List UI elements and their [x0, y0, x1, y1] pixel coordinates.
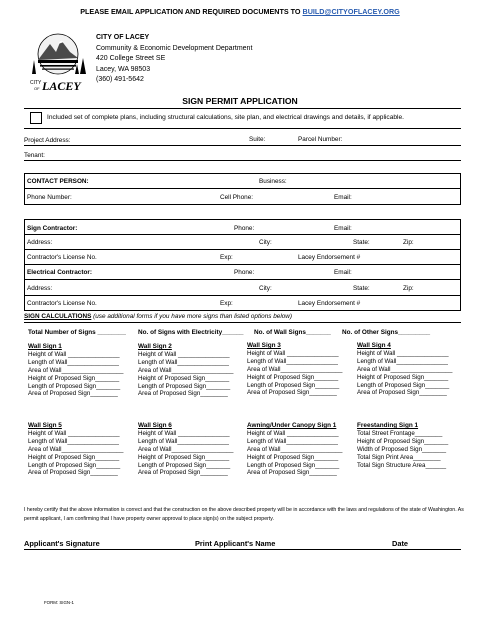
parcel-number-label: Parcel Number: — [298, 136, 343, 143]
plans-included-label: Included set of complete plans, including structural calculations, site plan, and electrical drawings and details, if applicable. — [47, 114, 404, 121]
sign-contractor-address-label: Address: — [27, 239, 53, 246]
notice-email-link[interactable]: BUILD@CITYOFLACEY.ORG — [302, 7, 400, 16]
org-name: CITY OF LACEY — [96, 34, 150, 41]
electrical-contractor-exp-label: Exp: — [220, 300, 233, 307]
electrical-contractor-address-label: Address: — [27, 285, 53, 292]
phone-number-label: Phone Number: — [27, 194, 72, 201]
sign-block-title: Wall Sign 2 — [138, 343, 172, 350]
electrical-contractor-city-label: City: — [259, 285, 272, 292]
sign-contractor-zip-label: Zip: — [403, 239, 414, 246]
sign-field[interactable]: Length of Proposed Sign_______ — [28, 461, 121, 469]
sign-calculations-title: SIGN CALCULATIONS — [24, 313, 92, 320]
sign-field[interactable]: Area of Proposed Sign________ — [138, 390, 228, 398]
sign-field[interactable]: Height of Proposed Sign_______ — [138, 453, 230, 461]
sign-field[interactable]: Height of Wall _______________ — [138, 350, 230, 358]
sign-field[interactable]: Length of Proposed Sign_______ — [357, 381, 450, 389]
sign-field[interactable]: Length of Wall_______________ — [357, 357, 448, 365]
sign-contractor-email-label: Email: — [334, 225, 352, 232]
organization-block — [96, 33, 252, 86]
sign-field[interactable]: Area of Wall__________________ — [357, 365, 453, 373]
sign-field[interactable]: Area of Proposed Sign________ — [138, 469, 228, 477]
signature-line[interactable] — [24, 549, 461, 550]
sign-block — [28, 343, 123, 398]
sign-field[interactable]: Length of Wall_______________ — [28, 358, 119, 366]
divider — [24, 322, 461, 323]
sign-field[interactable]: Area of Proposed Sign________ — [28, 390, 118, 398]
sign-field[interactable]: Area of Wall__________________ — [28, 366, 124, 374]
sign-contractor-exp-label: Exp: — [220, 254, 233, 261]
sign-field[interactable]: Length of Proposed Sign_______ — [247, 381, 340, 389]
sign-field[interactable]: Height of Proposed Sign_______ — [247, 373, 339, 381]
electrical-contractor-label: Electrical Contractor: — [27, 269, 92, 276]
org-department: Community & Economic Development Department — [96, 44, 253, 52]
divider — [24, 108, 461, 109]
sign-field[interactable]: Total Sign Structure Area______ — [357, 461, 447, 469]
sign-field[interactable]: Height of Wall _______________ — [28, 350, 120, 358]
notice-text: PLEASE EMAIL APPLICATION AND REQUIRED DOCUMENTS TO — [80, 7, 303, 16]
divider — [24, 234, 461, 235]
applicant-signature-label: Applicant's Signature — [24, 539, 100, 548]
divider — [24, 264, 461, 265]
business-label: Business: — [259, 178, 287, 185]
sign-field[interactable]: Height of Proposed Sign_______ — [357, 373, 449, 381]
logo-text-lacey: LACEY — [42, 79, 81, 93]
contractor-box — [24, 219, 461, 311]
sign-field[interactable]: Height of Wall _______________ — [357, 349, 449, 357]
electrical-contractor-email-label: Email: — [334, 269, 352, 276]
sign-field[interactable]: Area of Wall__________________ — [138, 366, 234, 374]
cell-phone-label: Cell Phone: — [220, 194, 254, 201]
tenant-line[interactable] — [24, 160, 461, 161]
sign-field[interactable]: Height of Proposed Sign_______ — [138, 374, 230, 382]
sign-field[interactable]: Area of Proposed Sign________ — [247, 469, 337, 477]
sign-block-title: Freestanding Sign 1 — [357, 422, 419, 429]
sign-field[interactable]: Area of Wall__________________ — [28, 445, 124, 453]
sign-field[interactable]: Total Sign Print Area________ — [357, 453, 441, 461]
email-label: Email: — [334, 194, 352, 201]
project-address-line[interactable] — [24, 145, 461, 146]
divider — [24, 188, 461, 189]
sign-field[interactable]: Length of Wall_______________ — [28, 437, 119, 445]
org-city: Lacey, WA 98503 — [96, 65, 151, 73]
plans-included-checkbox[interactable] — [30, 112, 42, 124]
sign-block — [357, 422, 448, 469]
page-title: SIGN PERMIT APPLICATION — [182, 96, 298, 106]
sign-block — [138, 343, 233, 398]
sign-contractor-state-label: State: — [353, 239, 370, 246]
suite-label: Suite: — [249, 136, 266, 143]
sign-contractor-label: Sign Contractor: — [27, 225, 78, 232]
sign-field[interactable]: Height of Wall _______________ — [247, 349, 339, 357]
divider — [24, 279, 461, 280]
project-address-label: Project Address: — [24, 137, 71, 144]
certification-text: I hereby certify that the above information is correct and that the construction on the above described property will be in accordance with the laws and regulations of the state of Washington. As permit applicant, I am confirming that I have property owner approval to place sign(s) on the subject property. — [24, 507, 464, 522]
logo-text-city: CITY — [30, 80, 42, 86]
divider — [24, 128, 461, 129]
sign-field[interactable]: Area of Wall__________________ — [247, 445, 343, 453]
sign-block-title: Wall Sign 3 — [247, 342, 281, 349]
sign-field[interactable]: Length of Proposed Sign_______ — [247, 461, 340, 469]
sign-field[interactable]: Length of Wall_______________ — [138, 358, 229, 366]
logo-text-of: OF — [34, 86, 40, 91]
sign-field[interactable]: Height of Proposed Sign_______ — [28, 453, 120, 461]
sign-field[interactable]: Length of Proposed Sign_______ — [138, 382, 231, 390]
sign-block-title: Wall Sign 4 — [357, 342, 391, 349]
sign-contractor-license-label: Contractor's License No. — [27, 254, 97, 261]
sign-field[interactable]: Length of Proposed Sign_______ — [138, 461, 231, 469]
sign-field[interactable]: Area of Wall__________________ — [247, 365, 343, 373]
sign-block — [138, 422, 233, 477]
total-signs-field[interactable]: Total Number of Signs ________ — [28, 329, 126, 336]
form-id: FORM: SIGN-1 — [44, 600, 75, 605]
sign-field[interactable]: Area of Proposed Sign________ — [28, 469, 118, 477]
divider — [24, 295, 461, 296]
sign-block-title: Awning/Under Canopy Sign 1 — [247, 422, 337, 429]
sign-field[interactable]: Width of Proposed Sign_______ — [357, 445, 447, 453]
electrical-contractor-phone-label: Phone: — [234, 269, 255, 276]
sign-field[interactable]: Total Street Frontage________ — [357, 429, 443, 437]
date-label: Date — [392, 539, 409, 548]
electrical-contractor-zip-label: Zip: — [403, 285, 414, 292]
sign-block-title: Wall Sign 5 — [28, 422, 62, 429]
org-address: 420 College Street SE — [96, 55, 166, 63]
signs-with-electricity-field[interactable]: No. of Signs with Electricity______ — [138, 329, 244, 336]
sign-contractor-phone-label: Phone: — [234, 225, 255, 232]
sign-block — [247, 422, 342, 477]
contact-person-label: CONTACT PERSON: — [27, 178, 89, 185]
sign-contractor-city-label: City: — [259, 239, 272, 246]
sign-block — [357, 342, 452, 397]
divider — [24, 249, 461, 250]
other-signs-field[interactable]: No. of Other Signs_________ — [342, 329, 431, 336]
sign-block — [247, 342, 342, 397]
electrical-contractor-endorsement-label: Lacey Endorsement # — [298, 300, 361, 307]
sign-field[interactable]: Height of Proposed Sign_______ — [28, 374, 120, 382]
print-name-label: Print Applicant's Name — [195, 539, 276, 548]
sign-field[interactable]: Length of Proposed Sign_______ — [28, 382, 121, 390]
sign-block-title: Wall Sign 6 — [138, 422, 172, 429]
org-phone: (360) 491-5642 — [96, 76, 144, 84]
sign-field[interactable]: Length of Wall_______________ — [138, 437, 229, 445]
wall-signs-field[interactable]: No. of Wall Signs_______ — [254, 329, 331, 336]
sign-field[interactable]: Area of Proposed Sign________ — [247, 389, 337, 397]
sign-field[interactable]: Height of Wall _______________ — [28, 429, 120, 437]
sign-field[interactable]: Height of Proposed Sign_______ — [357, 437, 449, 445]
sign-field[interactable]: Height of Wall _______________ — [138, 429, 230, 437]
tenant-label: Tenant: — [24, 152, 45, 159]
sign-field[interactable]: Length of Wall_______________ — [247, 357, 338, 365]
sign-field[interactable]: Area of Wall__________________ — [138, 445, 234, 453]
sign-block-title: Wall Sign 1 — [28, 343, 62, 350]
top-notice — [0, 7, 480, 16]
sign-contractor-endorsement-label: Lacey Endorsement # — [298, 254, 361, 261]
electrical-contractor-license-label: Contractor's License No. — [27, 300, 97, 307]
electrical-contractor-state-label: State: — [353, 285, 370, 292]
city-logo — [28, 30, 90, 96]
sign-block — [28, 422, 123, 477]
sign-calculations-heading — [24, 313, 292, 320]
sign-field[interactable]: Height of Proposed Sign_______ — [247, 453, 339, 461]
sign-calculations-note: (use additional forms if you have more signs than listed options below) — [91, 313, 293, 320]
sign-field[interactable]: Area of Proposed Sign________ — [357, 389, 447, 397]
sign-field[interactable]: Length of Wall_______________ — [247, 437, 338, 445]
sign-field[interactable]: Height of Wall _______________ — [247, 429, 339, 437]
